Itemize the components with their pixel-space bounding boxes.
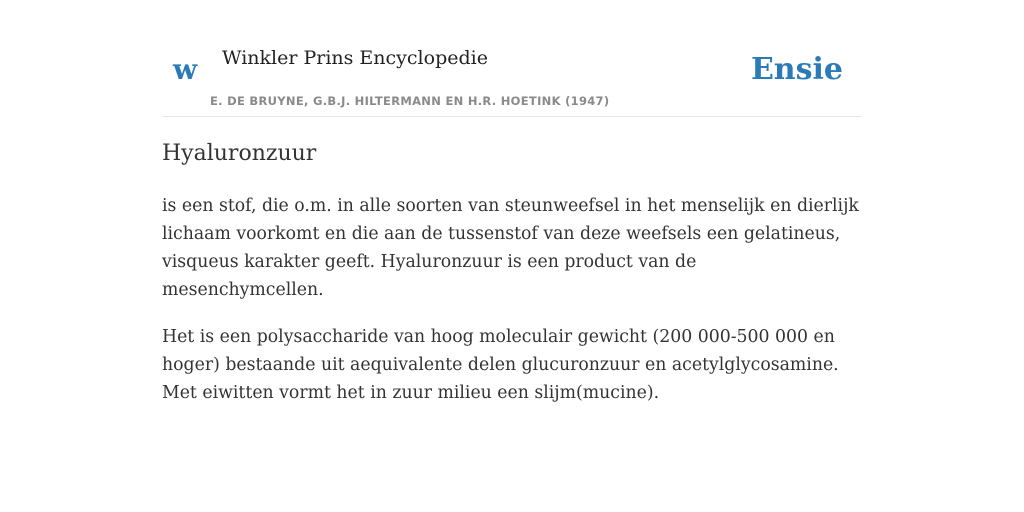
entry-paragraph: is een stof, die o.m. in alle soorten van steunweefsel in het menselijk en dierlijk lichaam voorkomt en die aan de tussenstof van deze weefsels een gelatineus, visqueus karakter geeft. Hyaluronzuur is een product van de mesenchymcellen. xyxy=(162,196,859,300)
source-header xyxy=(162,0,862,117)
source-title[interactable]: Winkler Prins Encyclopedie xyxy=(222,47,488,69)
brand-logo[interactable]: Ensie xyxy=(750,52,843,87)
source-logo[interactable]: w xyxy=(173,53,198,86)
entry-body xyxy=(162,192,862,426)
article-page xyxy=(162,0,862,512)
entry-title: Hyaluronzuur xyxy=(162,141,317,166)
entry-paragraph: Het is een polysaccharide van hoog moleculair gewicht (200 000-500 000 en hoger) bestaande uit aequivalente delen glucuronzuur en acetylglycosamine. Met eiwitten vormt het in zuur milieu een slijm(mucine). xyxy=(162,327,839,403)
source-authors: E. DE BRUYNE, G.B.J. HILTERMANN EN H.R. HOETINK (1947) xyxy=(210,94,610,108)
